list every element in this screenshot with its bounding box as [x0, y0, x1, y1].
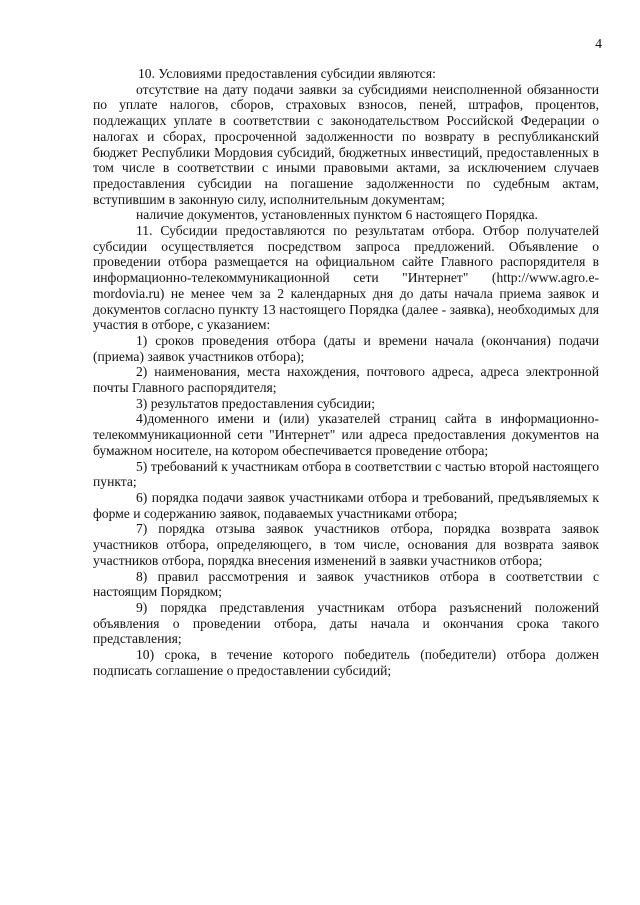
list-item-1: 1) сроков проведения отбора (даты и времени начала (окончания) подачи (приема) заявок участников отбора); — [93, 332, 599, 364]
list-item-6: 6) порядка подачи заявок участниками отбора и требований, предъявляемых к форме и содержанию заявок, подаваемых участниками отбора; — [93, 489, 599, 521]
clause-10-heading: 10. Условиями предоставления субсидии являются: — [138, 66, 436, 81]
clause-10-condition-no-debt: отсутствие на дату подачи заявки за субсидиями неисполненной обязанности по уплате налогов, сборов, страховых взносов, пеней, штрафов, процентов, подлежащих уплате в соответствии с законодательством Российской Федерации о налогах и сборах, просроченной задолженности по возврату в республиканский бюджет Республики Мордовия субсидий, бюджетных инвестиций, предоставленных в том числе в соответствии с иными правовыми актами, за исключением случаев предоставления субсидии на погашение задолженности по судебным актам, вступившим в законную силу, исполнительным документам; — [93, 81, 599, 207]
list-item-5: 5) требований к участникам отбора в соответствии с частью второй настоящего пункта; — [93, 458, 599, 490]
list-item-8: 8) правил рассмотрения и заявок участников отбора в соответствии с настоящим Порядком; — [93, 568, 599, 600]
document-body — [93, 66, 599, 678]
list-item-9: 9) порядка представления участникам отбора разъяснений положений объявления о проведении отбора, даты начала и окончания срока такого представления; — [93, 599, 599, 647]
list-item-2: 2) наименования, места нахождения, почтового адреса, адреса электронной почты Главного распорядителя; — [93, 364, 599, 396]
list-item-10: 10) срока, в течение которого победитель (победители) отбора должен подписать соглашение о предоставлении субсидий; — [93, 647, 599, 678]
clause-11-selection: 11. Субсидии предоставляются по результатам отбора. Отбор получателей субсидии осуществляется посредством запроса предложений. Объявление о проведении отбора размещается на официальном сайте Главного распорядителя в информационно-телекоммуникационной сети "Интернет" (http://www.agro.e-mordovia.ru) не менее чем за 2 календарных дня до даты начала приема заявок и документов согласно пункту 13 настоящего Порядка (далее - заявка), необходимых для участия в отборе, с указанием: — [93, 223, 599, 333]
list-item-3: 3) результатов предоставления субсидии; — [136, 395, 375, 411]
list-item-7: 7) порядка отзыва заявок участников отбора, порядка возврата заявок участников отбора, определяющего, в том числе, основания для возврата заявок участников отбора, порядка внесения изменений в заявки участников отбора; — [93, 521, 599, 568]
list-item-4: 4)доменного имени и (или) указателей страниц сайта в информационно-телекоммуникационной сети "Интернет" или адреса предоставления документов на бумажном носителе, на котором обеспечивается проведение отбора; — [93, 411, 599, 458]
page-number: 4 — [595, 36, 602, 51]
clause-10-condition-documents: наличие документов, установленных пунктом 6 настоящего Порядка. — [136, 207, 538, 223]
